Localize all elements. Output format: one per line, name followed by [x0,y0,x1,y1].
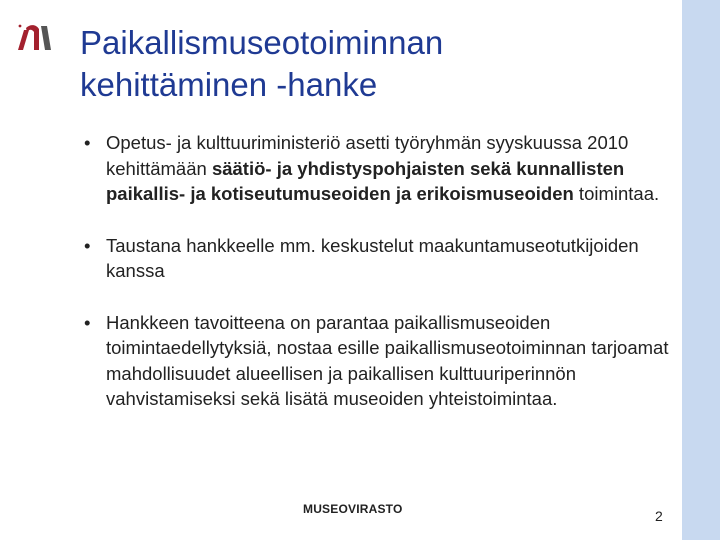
bullet-dot: • [84,311,91,333]
slide-title [80,22,670,106]
bullet-item-1 [82,130,677,207]
footer-organization: MUSEOVIRASTO [303,502,403,516]
bullet-dot: • [84,132,91,153]
bullet-1-bold-text: säätiö- ja yhdistyspohjaisten sekä kunnallisten paikallis- ja kotiseutumuseoiden ja erikoismuseoiden [106,157,625,204]
slide-title-line1: Paikallismuseotoiminnan [80,24,444,61]
bullet-item-2 [82,233,677,284]
bullet-dot: • [84,234,91,256]
slide-title-line2: kehittäminen -hanke [80,66,378,103]
page-number: 2 [655,508,663,524]
bullet-2-text: Taustana hankkeelle mm. keskustelut maakuntamuseotutkijoiden kanssa [106,234,639,281]
bullet-3-text: Hankkeen tavoitteena on parantaa paikallismuseoiden toimintaedellytyksiä, nostaa esille paikallismuseotoiminnan tarjoamat mahdollisuudet alueellisen ja paikallisen kulttuuriperinnön vahvistamiseksi sekä lisätä museoiden yhteistoimintaa. [106,311,669,409]
bullet-1-text: Opetus- ja kulttuuriministeriö asetti työryhmän syyskuussa 2010 kehittämään [106,132,629,179]
left-margin-band [0,0,67,540]
bullet-item-3 [82,310,677,412]
right-decorative-band [682,0,720,540]
bullet-1-text-end: toimintaa. [573,183,660,204]
museovirasto-logo [14,20,54,56]
bullet-list [82,130,677,412]
